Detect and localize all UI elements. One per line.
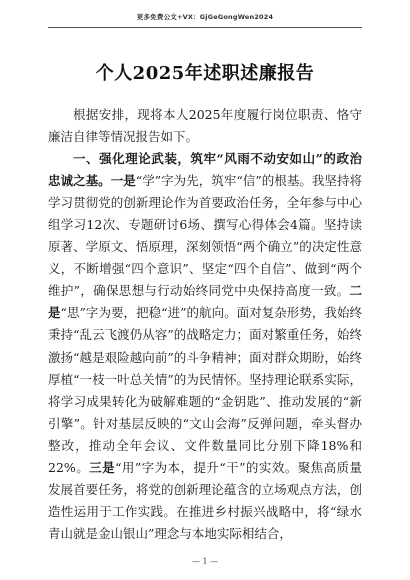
point-2-label: 二是 xyxy=(48,283,362,321)
document-body xyxy=(48,104,362,545)
point-1-text: “学”字为先，筑牢“信”的根基。我坚持将学习贯彻党的创新理论作为首要政治任务，全年参与中心组学习12次、专题研讨6场、撰写心得体会4篇。坚持读原著、学原文、悟原理，深刻领悟“两个确立”的决定性意义，不断增强“四个意识”、坚定“四个自信”、做到“两个维护”，确保思想与行动始终同党中央保持高度一致。 xyxy=(48,173,362,299)
header-note: 更多免费公文+VX：GjGeGongWen2024 xyxy=(136,13,274,21)
section-1-paragraph xyxy=(48,148,362,545)
point-3-text: “用”字为本，提升“干”的实效。聚焦高质量发展首要任务，将党的创新理论蕴含的立场观点方法，创造性运用于工作实践。在推进乡村振兴战略中，将“绿水青山就是金山银山”理念与本地实际相结合， xyxy=(48,459,362,541)
point-1-label: 一是 xyxy=(110,173,136,189)
point-2-text: “思”字为要，把稳“进”的航向。面对复杂形势，我始终秉持“乱云飞渡仍从容”的战略定力；面对繁重任务，始终激扬“越是艰险越向前”的斗争精神；面对群众期盼，始终厚植“一枝一叶总关情”的为民情怀。坚持理论联系实际，将学习成果转化为破解难题的“金钥匙”、推动发展的“新引擎”。针对基层反映的“文山会海”反弹问题，牵头督办整改，推动全年会议、文件数量同比分别下降18%和22%。 xyxy=(48,305,362,475)
intro-paragraph: 根据安排，现将本人2025年度履行岗位职责、恪守廉洁自律等情况报告如下。 xyxy=(48,107,362,145)
page-number: — 1 — xyxy=(191,557,219,566)
section-1-heading: 一、强化理论武装，筑牢“风雨不动安如山”的政治忠诚之基。 xyxy=(48,151,362,189)
point-3-label: 三是 xyxy=(89,459,116,475)
header-divider xyxy=(48,27,362,28)
document-title: 个人2025年述职述廉报告 xyxy=(95,63,315,84)
